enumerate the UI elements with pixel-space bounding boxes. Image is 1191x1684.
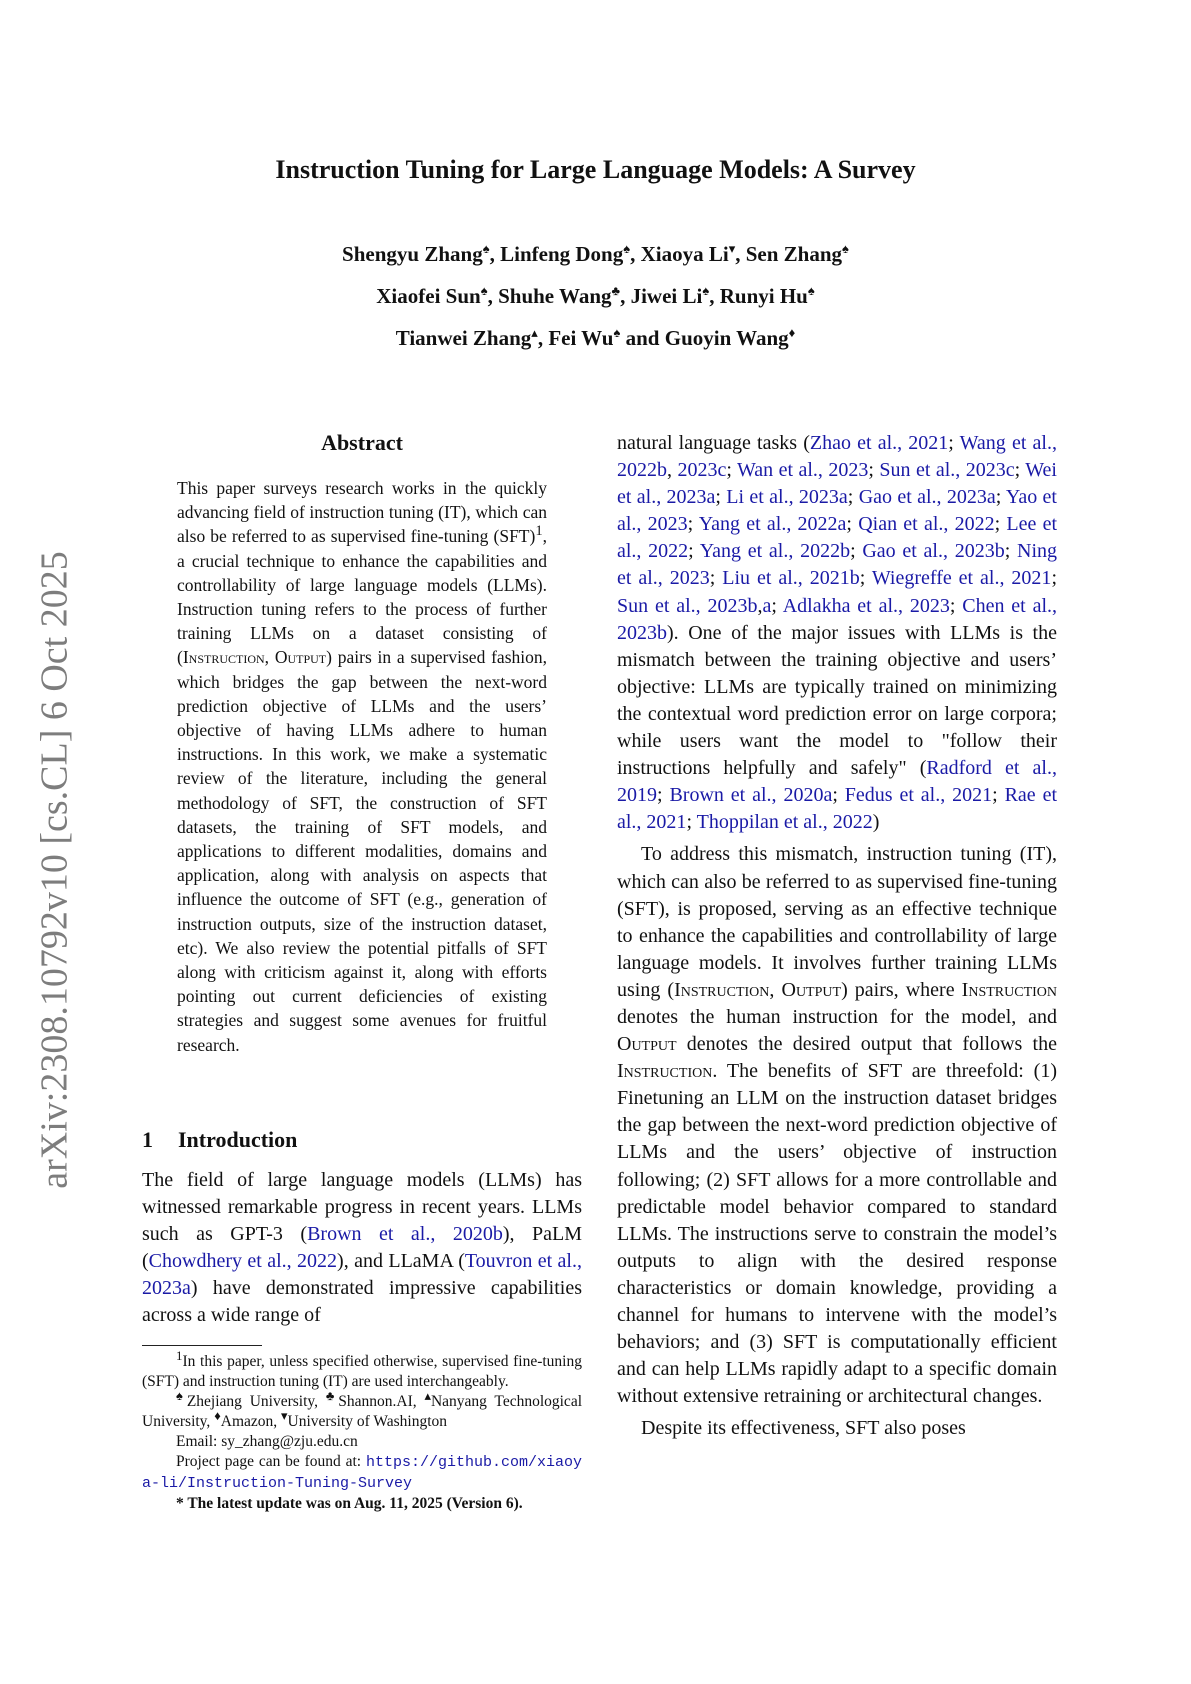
arxiv-id: arXiv:2308.10792v10 [cs.CL] 6 Oct 2025 [34, 551, 76, 1189]
text-run: denotes the human instruction for the model, and [617, 1005, 1057, 1028]
small-caps-term: Instruction [961, 978, 1058, 1001]
citation-link[interactable]: Brown et al., 2020a [669, 784, 833, 807]
citation-link[interactable]: Radford et al., 2019 [617, 757, 1057, 807]
citation-link[interactable]: Ning et al., 2023 [617, 540, 1057, 590]
footnote-1: $^1$In this paper, unless specified otherwise, supervised fine-tuning (SFT) and instruction tuning (IT) are used interchangeably. [142, 1347, 582, 1390]
text-run: . The benefits of SFT are threefold: (1) Finetuning an LLM on the instruction dataset bridges the gap between the next-word prediction objective of LLMs and the users’ objective of instruction following; (2) SFT allows for a more controllable and predictable model behavior compared to standard LLMs. The instructions serve to constrain the model’s outputs to align with the desired response characteristics or domain knowledge, providing a channel for humans to intervene with the model’s behaviors; and (3) SFT is computationally efficient and can help LLMs rapidly adapt to a specific domain without extensive retraining or architectural changes. [617, 1060, 1057, 1408]
citation-link[interactable]: a [762, 594, 772, 617]
author-line-2: Xiaofei Sun♠, Shuhe Wang♣, Jiwei Li♠, Runyi Hu♠ [376, 283, 815, 308]
citation-link[interactable]: Gao et al., 2023b [862, 540, 1005, 563]
text-run: ; [1051, 567, 1057, 590]
text-run: ; [709, 567, 723, 590]
text-run: ; [687, 513, 699, 536]
citation-link[interactable]: Touvron et al., 2023a [142, 1250, 582, 1299]
paper-title: Instruction Tuning for Large Language Models: A Survey [275, 155, 916, 184]
text-run: ; [995, 486, 1006, 509]
text-run: ; [850, 540, 863, 563]
text-run: ; [994, 513, 1007, 536]
text-run: ; [832, 784, 845, 807]
text-run: ; [686, 811, 697, 834]
text-run: ; [859, 567, 872, 590]
citation-link[interactable]: Lee et al., 2022 [617, 513, 1058, 563]
text-run: , [769, 978, 782, 1001]
citation-link[interactable]: Adlakha et al., 2023 [782, 594, 950, 617]
text-run: ; [868, 459, 880, 482]
affiliations: ♠Zhejiang University, ♣Shannon.AI, ▴Nanyang Technological University, ♦Amazon, ▾University of Washington [142, 1387, 583, 1430]
citation-link[interactable]: Sun et al., 2023b [617, 594, 758, 617]
section-heading-introduction: 1 Introduction [142, 1127, 298, 1152]
text-run: ). One of the major issues with LLMs is the mismatch between the training objective and users’ objective: LLMs are typically trained on minimizing the contextual word prediction error on large corpora; while users want the model to "follow their instructions helpfully and safely" ( [617, 621, 1057, 780]
footnote-rule [142, 1345, 262, 1346]
text-run: ; [992, 784, 1005, 807]
author-line-3: Tianwei Zhang▴, Fei Wu♠ and Guoyin Wang♦ [395, 325, 796, 350]
citation-link[interactable]: Zhao et al., 2021 [809, 432, 949, 454]
text-run: , [757, 594, 763, 617]
text-run: ; [657, 784, 670, 807]
email: Email: sy_zhang@zju.edu.cn [176, 1433, 358, 1450]
text-run: ; [1014, 459, 1026, 482]
text-run: ; [1004, 540, 1017, 563]
citation-link[interactable]: Liu et al., 2021b [722, 567, 860, 590]
text-run: ; [948, 432, 960, 454]
citation-link[interactable]: Qian et al., 2022 [858, 513, 995, 536]
arxiv-sidebar-stamp [10, 520, 100, 1220]
citation-link[interactable]: 2023c [677, 459, 727, 482]
text-run: denotes the desired output that follows the [676, 1033, 1057, 1056]
text-run: , [667, 459, 678, 482]
text-run: Despite its effectiveness, SFT also poses [641, 1417, 966, 1440]
text-run: ; [949, 594, 963, 617]
citation-link[interactable]: Chowdhery et al., 2022 [148, 1250, 338, 1272]
citation-link[interactable]: Li et al., 2023a [726, 486, 848, 509]
small-caps-term: Output [617, 1033, 677, 1056]
citation-link[interactable]: Gao et al., 2023a [858, 486, 996, 509]
small-caps-term: Output [781, 978, 842, 1001]
right-paragraph-3 [617, 1415, 1057, 1442]
citation-link[interactable]: Rae et al., 2021 [617, 784, 1057, 834]
abstract-heading: Abstract [321, 430, 403, 455]
footnote-marker[interactable]: 1 [535, 523, 543, 540]
author-line-1: Shengyu Zhang♠, Linfeng Dong♠, Xiaoya Li▾, Sen Zhang♠ [342, 241, 849, 266]
citation-link[interactable]: Wan et al., 2023 [737, 459, 869, 482]
citation-link[interactable]: Sun et al., 2023c [879, 459, 1015, 482]
text-run: ) [872, 811, 880, 834]
text-run: ) pairs, where [841, 978, 962, 1001]
update-note: * The latest update was on Aug. 11, 2025 (Version 6). [176, 1495, 523, 1512]
citation-link[interactable]: Wei et al., 2023a [617, 459, 1057, 509]
citation-link[interactable]: Yao et al., 2023 [617, 486, 1057, 536]
project-page: Project page can be found at: https://github.com/xiaoya-li/Instruction-Tuning-Survey [142, 1453, 582, 1492]
citation-link[interactable]: Wiegreffe et al., 2021 [871, 567, 1052, 590]
citation-link[interactable]: Chen et al., 2023b [617, 594, 1058, 644]
text-run: ; [726, 459, 737, 482]
text-run: natural language tasks ( [617, 432, 810, 454]
small-caps-term: Instruction [674, 978, 770, 1001]
text-run: ; [846, 513, 859, 536]
citation-link[interactable]: Yang et al., 2022a [698, 513, 847, 536]
right-paragraph-1 [617, 430, 1057, 836]
right-paragraph-2 [617, 841, 1057, 1410]
text-run: ; [715, 486, 727, 509]
intro-paragraph: The field of large language models (LLMs) has witnessed remarkable progress in recent years. LLMs such as GPT-3 (Brown et al., 2020b), PaLM (Chowdhery et al., 2022), and LLaMA (Touvron et al., 2023a) have demonstrated impressive capabilities across a wide range of [142, 1169, 582, 1326]
text-run: ; [688, 540, 700, 563]
citation-link[interactable]: Yang et al., 2022b [699, 540, 851, 563]
citation-link[interactable]: Thoppilan et al., 2022 [696, 811, 873, 834]
text-run: ; [847, 486, 859, 509]
small-caps-term: Instruction [617, 1060, 713, 1083]
text-run: ; [771, 594, 783, 617]
abstract-body: This paper surveys research works in the quickly advancing field of instruction tuning (IT), which can also be referred to as supervised fine-tuning (SFT)$^1$, a crucial technique to enhance the capabilities and controllability of large language models (LLMs). Instruction tuning refers to the process of further training LLMs on a dataset consisting of (Instruction, Output) pairs in a supervised fashion, which bridges the gap between the next-word prediction objective of LLMs and the users’ objective of having LLMs adhere to human instructions. In this work, we make a systematic review of the literature, including the general methodology of SFT, the construction of SFT datasets, the training of SFT models, and applications to different modalities, domains and application, along with analysis on aspects that influence the outcome of SFT (e.g., generation of instruction outputs, size of the instruction dataset, etc). We also review the potential pitfalls of SFT along with criticism against it, along with efforts pointing out current deficiencies of existing strategies and suggest some avenues for fruitful research. [177, 478, 547, 1055]
right-column [617, 430, 1057, 1447]
citation-link[interactable]: Wang et al., 2022b [617, 432, 1057, 482]
footnotes [142, 1347, 583, 1514]
citation-link[interactable]: Brown et al., 2020b [307, 1223, 503, 1245]
citation-link[interactable]: Fedus et al., 2021 [844, 784, 993, 807]
project-url-link[interactable]: https://github.com/xiaoya-li/Instruction-Tuning-Survey [142, 1454, 582, 1492]
text-run: To address this mismatch, instruction tuning (IT), which can also be referred to as supervised fine-tuning (SFT), is proposed, serving as an effective technique to enhance the capabilities and controllability of large language models. It involves further training LLMs using ( [617, 843, 1057, 1001]
